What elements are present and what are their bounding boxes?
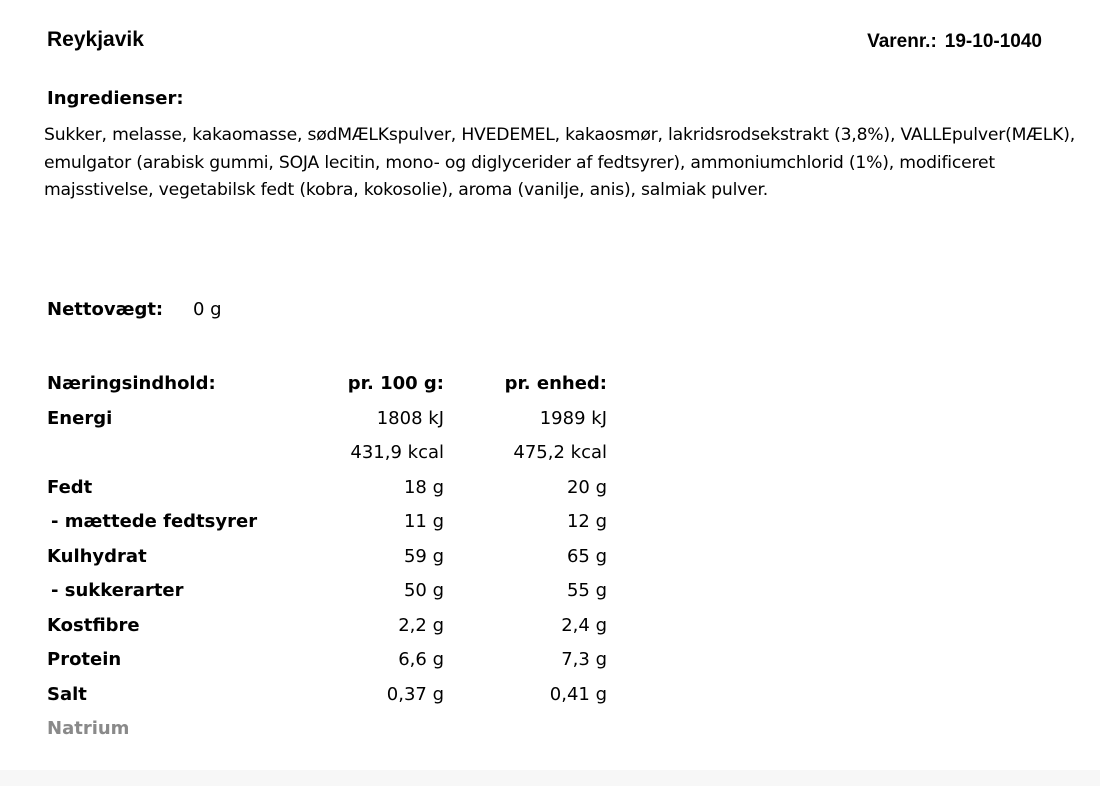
nutrition-row-salt (47, 678, 607, 713)
nutrition-header-per100: pr. 100 g: (347, 373, 444, 394)
nutrition-row-per100: 2,2 g (398, 614, 444, 636)
nutrition-header-label: Næringsindhold: (47, 373, 216, 394)
page-bottom-edge (0, 770, 1100, 786)
nutrition-row-sodium (47, 712, 607, 747)
nutrition-row-perunit: 1989 kJ (539, 407, 607, 429)
item-number-value: 19-10-1040 (944, 31, 1042, 52)
nutrition-header-perunit: pr. enhed: (504, 373, 607, 394)
ingredients-text: Sukker, melasse, kakaomasse, sødMÆLKspulver, HVEDEMEL, kakaosmør, lakridsrodsekstrakt (3,8%), VALLEpulver(MÆLK), emulgator (arabisk gummi, SOJA lecitin, mono- og diglycerider af fedtsyrer), ammoniumchlorid (1%), modificeret majsstivelse, vegetabilsk fedt (kobra, kokosolie), aroma (vanilje, anis), salmiak pulver. (44, 125, 1075, 201)
nutrition-row-protein (47, 643, 607, 678)
nutrition-row-label: Natrium (47, 718, 130, 739)
nutrition-row-label: - sukkerarter (51, 580, 184, 601)
nutrition-row-per100: 11 g (403, 511, 444, 532)
nutrition-row-per100: 50 g (403, 580, 444, 601)
nutrition-row-carbohydrate (47, 540, 607, 575)
nutrition-row-perunit: 0,41 g (549, 683, 607, 705)
nutrition-row-label: Fedt (47, 476, 93, 498)
nutrition-row-label: Salt (47, 683, 87, 705)
nutrition-row-energy-kcal (47, 436, 607, 471)
nutrition-row-perunit: 20 g (566, 476, 607, 498)
nutrition-row-label: Protein (47, 649, 122, 670)
nutrition-row-per100: 18 g (403, 476, 444, 498)
nutrition-row-per100: 0,37 g (386, 683, 444, 705)
ingredients-heading: Ingredienser: (47, 88, 184, 109)
nutrition-row-label: Kulhydrat (47, 545, 147, 567)
item-number-label: Varenr.: (867, 31, 937, 52)
nutrition-row-per100: 1808 kJ (376, 407, 444, 429)
nutrition-row-fat (47, 471, 607, 506)
nutrition-row-fibre (47, 609, 607, 644)
nutrition-row-per100: 59 g (403, 545, 444, 567)
nutrition-row-perunit: 12 g (566, 511, 607, 532)
nutrition-row-label: Energi (47, 407, 113, 429)
nutrition-row-label: Kostfibre (47, 614, 140, 636)
nutrition-row-label: - mættede fedtsyrer (51, 511, 258, 532)
nutrition-row-perunit: 7,3 g (561, 649, 607, 670)
nutrition-row-perunit: 55 g (566, 580, 607, 601)
nutrition-row-perunit: 2,4 g (561, 614, 607, 636)
nutrition-row-perunit: 475,2 kcal (513, 442, 607, 463)
item-number (867, 31, 1042, 53)
nutrition-row-sugars (47, 574, 607, 609)
nutrition-row-per100: 6,6 g (398, 649, 444, 670)
nutrition-row-energy-kj (47, 402, 607, 437)
nutrition-header-row (47, 367, 607, 402)
nutrition-row-saturated-fat (47, 505, 607, 540)
net-weight-label: Nettovægt: (47, 299, 164, 320)
nutrition-row-perunit: 65 g (566, 545, 607, 567)
net-weight-value: 0 g (193, 299, 222, 320)
nutrition-table (47, 367, 607, 747)
nutrition-row-per100: 431,9 kcal (350, 442, 444, 463)
product-title: Reykjavik (47, 28, 144, 51)
